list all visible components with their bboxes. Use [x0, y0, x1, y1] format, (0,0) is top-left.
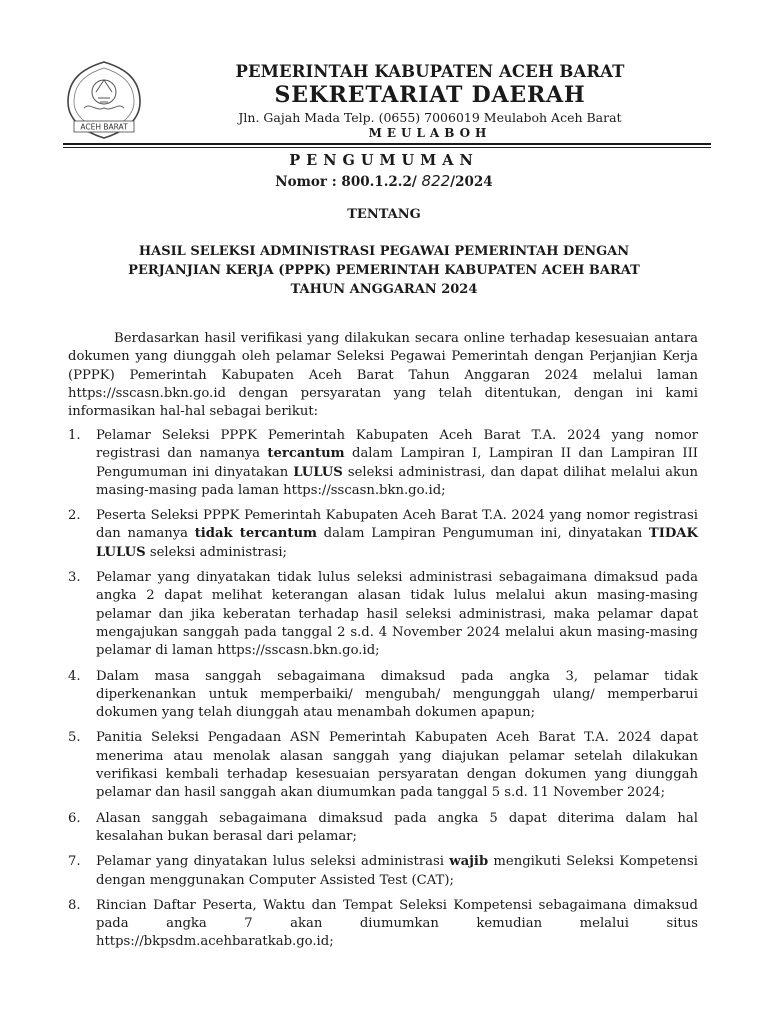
number-prefix: Nomor : 800.1.2.2/	[275, 174, 422, 190]
item-emphasis: LULUS	[293, 464, 343, 480]
list-item	[68, 729, 698, 802]
subject-line: HASIL SELEKSI ADMINISTRASI PEGAWAI PEMERINTAH DENGAN	[138, 244, 630, 259]
item-emphasis: tercantum	[267, 446, 345, 462]
intro-paragraph: Berdasarkan hasil verifikasi yang dilakukan secara online terhadap kesesuaian antara dokumen yang diunggah oleh pelamar Seleksi Pegawai Pemerintah dengan Perjanjian Kerja (PPPK) Pemerintah Kabupaten Aceh Barat Tahun Anggaran 2024 melalui laman https://sscasn.bkn.go.id dengan persyaratan yang telah ditentukan, dengan ini kami informasikan hal-hal sebagai berikut:	[68, 331, 698, 420]
office-name: SEKRETARIAT DAERAH	[274, 82, 586, 108]
item-text: seleksi administrasi, dan dapat dilihat melalui akun masing-masing pada laman https://sscasn.bkn.go.id;	[96, 464, 698, 498]
list-item	[68, 897, 698, 952]
item-emphasis: TIDAK LULUS	[96, 526, 698, 560]
item-text: Peserta Seleksi PPPK Pemerintah Kabupaten Aceh Barat T.A. 2024 yang nomor registrasi dan namanya	[96, 508, 698, 542]
letterhead-divider-thin	[63, 147, 711, 148]
item-text: Alasan sanggah sebagaimana dimaksud pada angka 5 dapat diterima dalam hal kesalahan bukan berasal dari pelamar;	[96, 810, 698, 844]
number-handwritten: 822	[421, 172, 451, 190]
item-number: 7.	[68, 854, 81, 870]
list-item	[68, 810, 698, 847]
item-number: 2.	[68, 508, 81, 524]
item-text: dalam Lampiran I, Lampiran II dan Lampiran III Pengumuman ini dinyatakan	[96, 446, 698, 480]
item-number: 4.	[68, 668, 81, 684]
office-city: MEULABOH	[368, 126, 492, 140]
item-text: mengikuti Seleksi Kompetensi dengan menggunakan Computer Assisted Test (CAT);	[96, 854, 698, 888]
item-text: Rincian Daftar Peserta, Waktu dan Tempat Seleksi Kompetensi sebagaimana dimaksud pada angka 7 akan diumumkan kemudian melalui situs https://bkpsdm.acehbaratkab.go.id;	[96, 897, 698, 950]
announcement-number	[60, 172, 708, 191]
announcement-subject	[60, 242, 708, 299]
office-address: Jln. Gajah Mada Telp. (0655) 7006019 Meulaboh Aceh Barat	[238, 110, 622, 125]
announcement-title: PENGUMUMAN	[289, 152, 479, 169]
number-suffix: /2024	[450, 174, 493, 190]
letterhead-divider	[63, 143, 711, 145]
aceh-barat-emblem-icon	[62, 58, 146, 142]
item-text: Dalam masa sanggah sebagaimana dimaksud pada angka 3, pelamar tidak diperkenankan untuk memperbaiki/ mengubah/ mengunggah ulang/ memperbarui dokumen yang telah diunggah atau menambah dokumen apapun;	[96, 668, 698, 721]
list-item	[68, 507, 698, 562]
item-text: Pelamar yang dinyatakan tidak lulus seleksi administrasi sebagaimana dimaksud pada angka 2 dapat melihat keterangan alasan tidak lulus melalui akun masing-masing pelamar dan jika keberatan terhadap hasil seleksi administrasi, maka pelamar dapat mengajukan sanggah pada tanggal 2 s.d. 4 November 2024 melalui akun masing-masing pelamar di laman https://sscasn.bkn.go.id;	[96, 570, 698, 659]
item-number: 6.	[68, 810, 81, 826]
announcement-items	[68, 427, 698, 959]
list-item	[68, 427, 698, 500]
announcement-about: TENTANG	[347, 207, 421, 222]
item-text: Pelamar Seleksi PPPK Pemerintah Kabupaten Aceh Barat T.A. 2024 yang nomor registrasi dan namanya	[96, 428, 698, 462]
item-text: dalam Lampiran Pengumuman ini, dinyatakan	[317, 526, 649, 542]
item-number: 5.	[68, 730, 81, 746]
logo-caption: ACEH BARAT	[80, 122, 128, 132]
item-text: Pelamar yang dinyatakan lulus seleksi administrasi	[96, 854, 450, 870]
subject-line: PERJANJIAN KERJA (PPPK) PEMERINTAH KABUPATEN ACEH BARAT	[128, 263, 640, 278]
item-text: seleksi administrasi;	[145, 544, 287, 560]
subject-line: TAHUN ANGGARAN 2024	[290, 282, 478, 297]
government-name: PEMERINTAH KABUPATEN ACEH BARAT	[235, 62, 625, 81]
item-number: 1.	[68, 428, 81, 443]
item-number: 8.	[68, 897, 81, 913]
letterhead	[150, 62, 710, 141]
item-emphasis: wajib	[449, 854, 489, 870]
list-item	[68, 569, 698, 660]
item-text: Panitia Seleksi Pengadaan ASN Pemerintah Kabupaten Aceh Barat T.A. 2024 dapat menerima atau menolak alasan sanggah yang diajukan pelamar setelah dilakukan verifikasi kembali terhadap kesesuaian persyaratan dengan dokumen yang diunggah pelamar dan hasil sanggah akan diumumkan pada tanggal 5 s.d. 11 November 2024;	[96, 730, 698, 801]
list-item	[68, 668, 698, 723]
item-number: 3.	[68, 570, 81, 586]
list-item	[68, 853, 698, 890]
item-emphasis: tidak tercantum	[194, 526, 317, 542]
